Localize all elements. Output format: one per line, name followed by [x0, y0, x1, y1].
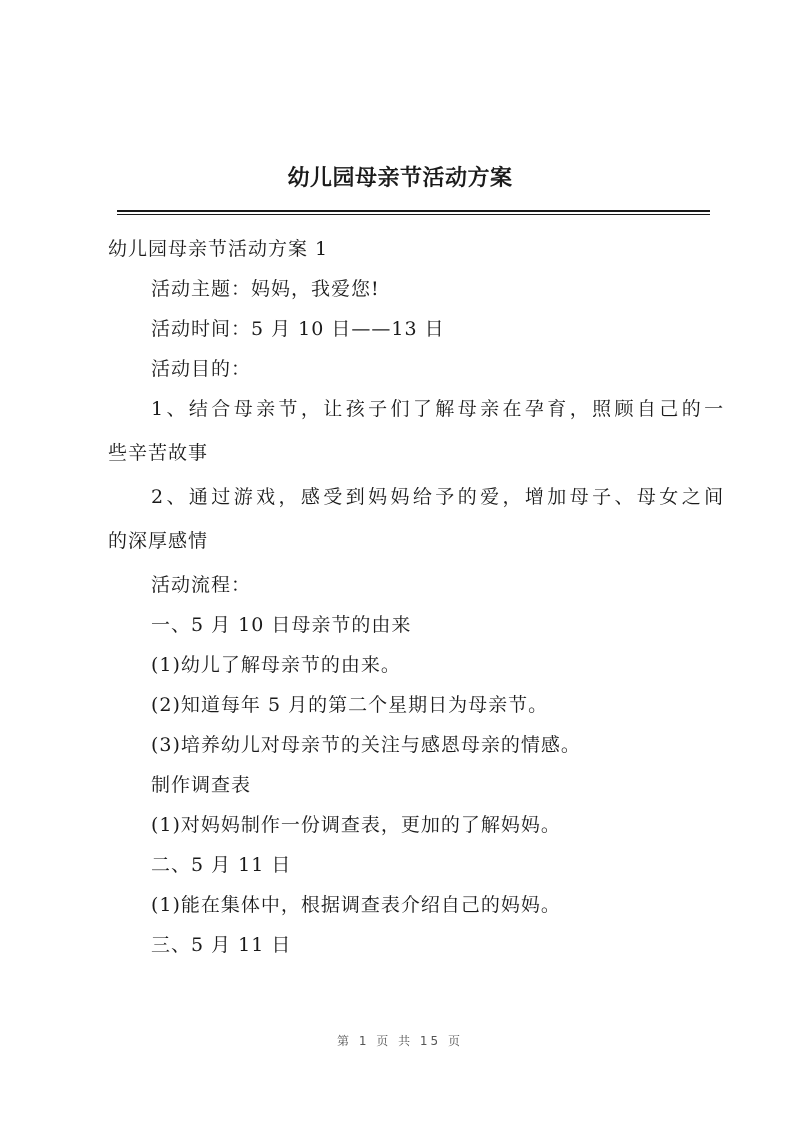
process-step-1-item-2: (2)知道每年 5 月的第二个星期日为母亲节。	[151, 694, 549, 716]
title-divider-thin	[117, 214, 710, 215]
goal-item-2: 2、通过游戏，感受到妈妈给予的爱，增加母子、母女之间	[151, 486, 727, 508]
process-step-2-item-1: (1)能在集体中，根据调查表介绍自己的妈妈。	[151, 894, 561, 916]
process-step-1: 一、5 月 10 日母亲节的由来	[151, 614, 412, 636]
process-step-3: 三、5 月 11 日	[151, 934, 292, 956]
activity-process-label: 活动流程：	[151, 574, 252, 596]
survey-item-1: (1)对妈妈制作一份调查表，更加的了解妈妈。	[151, 814, 561, 836]
process-step-2: 二、5 月 11 日	[151, 854, 292, 876]
goal-item-1-continued: 些辛苦故事	[108, 442, 209, 464]
survey-heading: 制作调查表	[151, 774, 252, 796]
activity-theme: 活动主题：妈妈，我爱您!	[151, 278, 380, 300]
process-step-1-item-3: (3)培养幼儿对母亲节的关注与感恩母亲的情感。	[151, 734, 581, 756]
section-heading: 幼儿园母亲节活动方案 1	[108, 238, 329, 260]
document-body	[108, 229, 727, 965]
document-title: 幼儿园母亲节活动方案	[287, 166, 513, 191]
activity-goal-label: 活动目的：	[151, 358, 252, 380]
title-divider	[117, 210, 710, 212]
process-step-1-item-1: (1)幼儿了解母亲节的由来。	[151, 654, 401, 676]
goal-item-2-continued: 的深厚感情	[108, 530, 209, 552]
goal-item-1: 1、结合母亲节，让孩子们了解母亲在孕育，照顾自己的一	[151, 398, 727, 420]
activity-time: 活动时间：5 月 10 日——13 日	[151, 318, 445, 340]
page-number: 第 1 页 共 15 页	[337, 1034, 463, 1048]
